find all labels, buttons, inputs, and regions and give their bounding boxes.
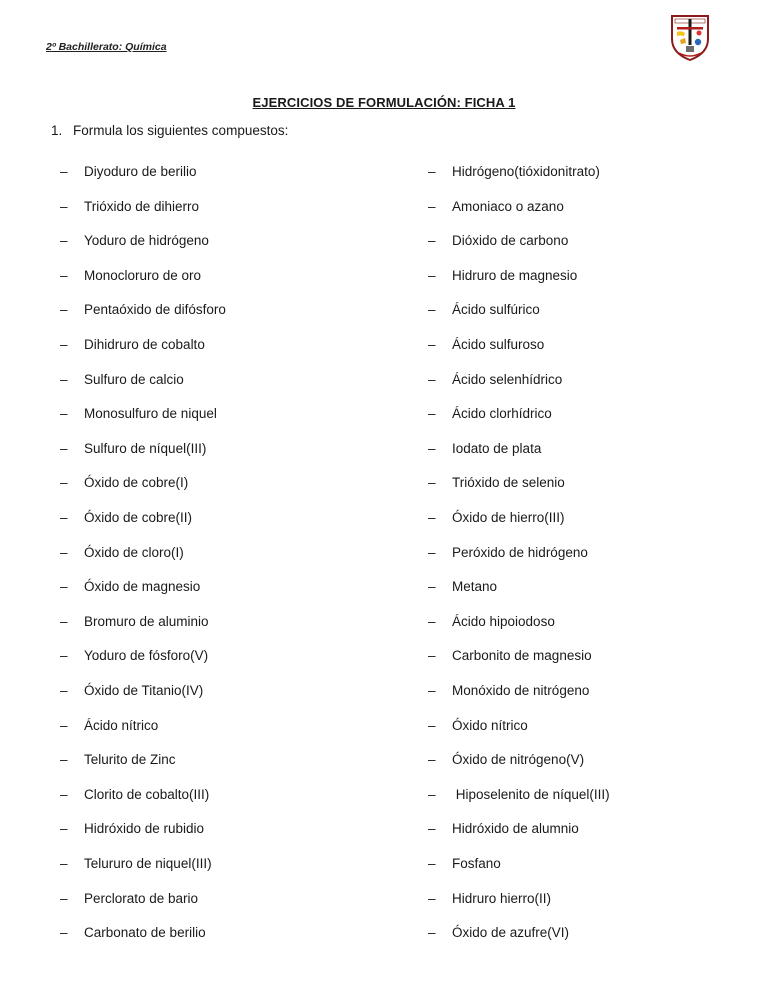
dash-bullet-icon: –	[428, 164, 436, 179]
list-item-left	[60, 233, 209, 248]
dash-bullet-icon: –	[60, 856, 68, 871]
dash-bullet-icon: –	[428, 371, 436, 387]
dash-bullet-icon: –	[428, 302, 436, 318]
compound-name: Carbonato de berilio	[84, 925, 206, 941]
list-item-right	[428, 337, 544, 352]
dash-bullet-icon: –	[60, 648, 68, 664]
dash-bullet-icon: –	[60, 510, 68, 525]
list-item-left	[60, 718, 158, 733]
list-item-right	[428, 925, 569, 940]
compound-name: Fosfano	[452, 856, 501, 871]
compound-name: Telurito de Zinc	[84, 752, 176, 768]
dash-bullet-icon: –	[428, 440, 436, 456]
dash-bullet-icon: –	[60, 752, 68, 768]
list-item-left	[60, 787, 209, 802]
dash-bullet-icon: –	[428, 683, 436, 698]
list-item-left	[60, 648, 208, 663]
dash-bullet-icon: –	[60, 890, 68, 906]
compound-name: Perclorato de bario	[84, 890, 199, 906]
compound-name: Diyoduro de berilio	[84, 164, 197, 179]
list-item-left	[60, 441, 206, 456]
list-item-left	[60, 545, 184, 560]
compound-name: Yoduro de fósforo(V)	[84, 648, 209, 664]
list-item-right	[428, 406, 552, 421]
list-item-right	[428, 372, 562, 387]
compound-name: Sulfuro de calcio	[84, 371, 184, 387]
list-item-right	[428, 579, 497, 594]
list-item-right	[428, 856, 501, 871]
list-item-left	[60, 683, 203, 698]
dash-bullet-icon: –	[60, 302, 68, 318]
compound-name: Hidruro hierro(II)	[452, 890, 552, 906]
list-item-right	[428, 475, 565, 490]
school-crest-icon	[671, 15, 709, 61]
dash-bullet-icon: –	[60, 717, 68, 733]
compound-name: Hidróxido de rubidio	[84, 821, 205, 837]
compound-name: Óxido de Titanio(IV)	[84, 683, 204, 698]
compound-name: Hidróxido de alumnio	[452, 821, 579, 837]
dash-bullet-icon: –	[428, 198, 436, 214]
list-item-left	[60, 752, 176, 767]
compound-name: Dióxido de carbono	[452, 233, 569, 249]
compound-name: Peróxido de hidrógeno	[452, 544, 588, 560]
dash-bullet-icon: –	[60, 267, 68, 283]
compound-name: Ácido sulfúrico	[452, 302, 540, 318]
list-item-left	[60, 821, 204, 836]
dash-bullet-icon: –	[60, 440, 68, 456]
list-item-right	[428, 510, 565, 525]
dash-bullet-icon: –	[60, 579, 68, 595]
list-item-right	[428, 648, 592, 663]
page-title: EJERCICIOS DE FORMULACIÓN: FICHA 1	[252, 95, 516, 110]
compound-name: Iodato de plata	[452, 440, 542, 456]
compound-name: Pentaóxido de difósforo	[84, 302, 226, 318]
dash-bullet-icon: –	[60, 821, 68, 837]
list-item-right	[428, 614, 555, 629]
compound-name: Óxido de hierro(III)	[452, 510, 565, 525]
dash-bullet-icon: –	[428, 267, 436, 283]
list-item-left	[60, 510, 192, 525]
compound-name: Monosulfuro de niquel	[84, 406, 217, 422]
dash-bullet-icon: –	[60, 613, 68, 629]
list-item-right	[428, 752, 584, 767]
list-item-right	[428, 199, 564, 214]
question-number: 1.	[51, 123, 63, 138]
compound-name: Telururo de niquel(III)	[84, 856, 212, 871]
list-item-left	[60, 614, 209, 629]
compound-name: Óxido de cloro(I)	[84, 544, 184, 560]
list-item-right	[428, 164, 600, 179]
list-item-left	[60, 475, 188, 490]
compound-name: Dihidruro de cobalto	[84, 337, 205, 352]
compound-name: Óxido de nitrógeno(V)	[452, 752, 585, 768]
compound-name: Ácido selenhídrico	[452, 371, 563, 387]
compound-name: Óxido de cobre(I)	[84, 475, 189, 491]
list-item-right	[428, 545, 588, 560]
dash-bullet-icon: –	[60, 371, 68, 387]
dash-bullet-icon: –	[60, 475, 68, 491]
dash-bullet-icon: –	[428, 752, 436, 768]
list-item-left	[60, 164, 197, 179]
compound-name: Trióxido de selenio	[452, 475, 565, 491]
compound-name: Monocloruro de oro	[84, 267, 202, 283]
list-item-left	[60, 337, 205, 352]
dash-bullet-icon: –	[428, 337, 436, 352]
compound-name: Ácido hipoiodoso	[452, 613, 555, 629]
list-item-left	[60, 302, 226, 317]
list-item-right	[428, 787, 610, 802]
dash-bullet-icon: –	[428, 786, 436, 802]
dash-bullet-icon: –	[428, 925, 436, 941]
compound-name: Yoduro de hidrógeno	[84, 233, 209, 249]
dash-bullet-icon: –	[428, 406, 436, 422]
dash-bullet-icon: –	[60, 406, 68, 422]
dash-bullet-icon: –	[60, 786, 68, 802]
dash-bullet-icon: –	[428, 890, 436, 906]
compound-name: Hidrógeno(tióxidonitrato)	[452, 164, 600, 179]
list-item-right	[428, 683, 589, 698]
dash-bullet-icon: –	[60, 925, 68, 941]
dash-bullet-icon: –	[428, 648, 436, 664]
list-item-left	[60, 925, 206, 940]
compound-name: Bromuro de aluminio	[84, 613, 209, 629]
list-item-left	[60, 199, 199, 214]
dash-bullet-icon: –	[428, 717, 436, 733]
dash-bullet-icon: –	[60, 683, 68, 698]
list-item-right	[428, 441, 541, 456]
dash-bullet-icon: –	[428, 821, 436, 837]
list-item-left	[60, 372, 184, 387]
compound-name: Hidruro de magnesio	[452, 267, 578, 283]
dash-bullet-icon: –	[428, 579, 436, 595]
compound-name: Trióxido de dihierro	[84, 198, 200, 214]
compound-name: Ácido clorhídrico	[452, 406, 552, 422]
dash-bullet-icon: –	[60, 198, 68, 214]
dash-bullet-icon: –	[60, 233, 68, 249]
compound-name: Óxido nítrico	[452, 717, 528, 733]
dash-bullet-icon: –	[428, 510, 436, 525]
list-item-left	[60, 856, 212, 871]
list-item-right	[428, 268, 577, 283]
compound-name: Metano	[452, 579, 498, 595]
compound-name: Clorito de cobalto(III)	[84, 786, 210, 802]
list-item-left	[60, 891, 198, 906]
dash-bullet-icon: –	[428, 233, 436, 249]
list-item-right	[428, 302, 540, 317]
list-item-right	[428, 233, 568, 248]
list-item-left	[60, 579, 200, 594]
dash-bullet-icon: –	[428, 475, 436, 491]
list-item-left	[60, 406, 217, 421]
compound-name: Óxido de magnesio	[84, 579, 201, 595]
compound-name: Óxido de cobre(II)	[84, 510, 193, 525]
dash-bullet-icon: –	[428, 856, 436, 871]
compound-name: Ácido sulfuroso	[452, 337, 545, 352]
compound-name: Monóxido de nitrógeno	[452, 683, 590, 698]
list-item-right	[428, 821, 579, 836]
list-item-right	[428, 718, 528, 733]
dash-bullet-icon: –	[428, 544, 436, 560]
compound-name: Carbonito de magnesio	[452, 648, 592, 664]
compound-name: Hiposelenito de níquel(III)	[452, 786, 610, 802]
compound-name: Ácido nítrico	[84, 717, 159, 733]
list-item-left	[60, 268, 201, 283]
question-1	[51, 123, 288, 138]
dash-bullet-icon: –	[60, 544, 68, 560]
compound-name: Óxido de azufre(VI)	[452, 925, 570, 941]
list-item-right	[428, 891, 551, 906]
dash-bullet-icon: –	[60, 337, 68, 352]
dash-bullet-icon: –	[60, 164, 68, 179]
question-text: Formula los siguientes compuestos:	[73, 123, 289, 138]
dash-bullet-icon: –	[428, 613, 436, 629]
compound-name: Sulfuro de níquel(III)	[84, 440, 207, 456]
compound-name: Amoniaco o azano	[452, 198, 564, 214]
course-header: 2º Bachillerato: Química	[46, 41, 167, 53]
